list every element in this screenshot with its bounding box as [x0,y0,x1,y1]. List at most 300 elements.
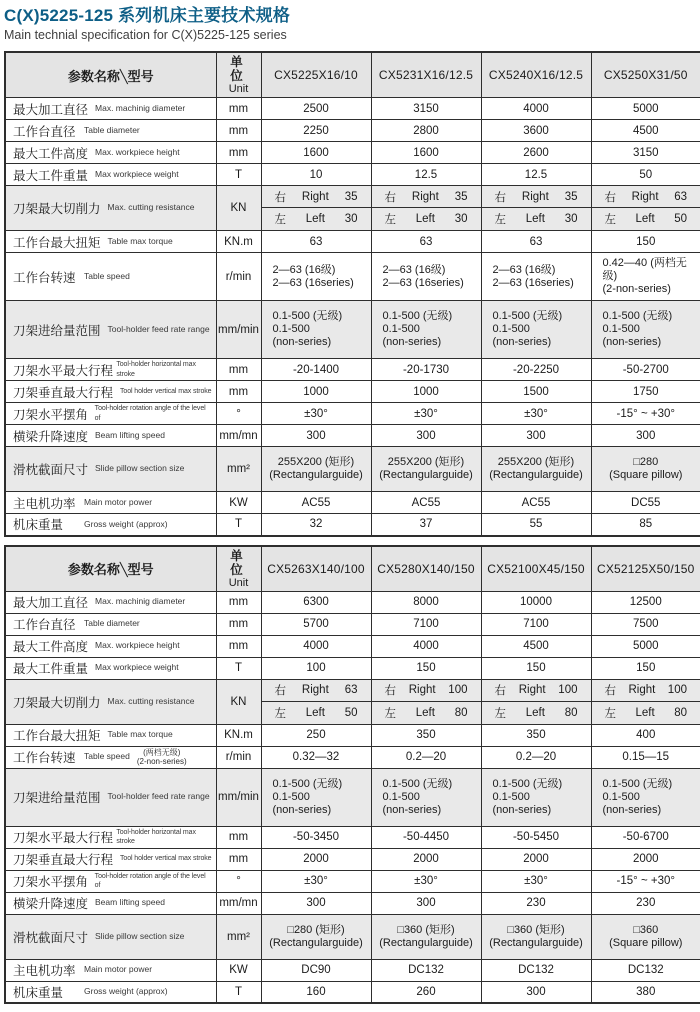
direction-left-en: Left [415,213,435,225]
value-cell: -50-2700 [591,359,700,381]
direction-right-en: Right [411,190,439,203]
value-cell [371,679,481,724]
param-name-cn: 工作台最大扭矩 [13,235,101,250]
value-line: (non-series) [382,336,442,348]
value-cell: 2000 [261,848,371,870]
value-cell: ±30° [261,403,371,425]
direction-left-cn: 左 [384,214,396,226]
value-line: (non-series) [272,803,332,816]
header-row [5,546,700,592]
value-cell: 7100 [481,613,591,635]
value-cell [261,679,371,724]
param-name-cn: 刀架最大切削力 [13,695,101,710]
param-cell [5,425,216,447]
direction-left-en: Left [635,706,655,719]
unit-cell: KN [216,679,261,724]
value-line: 255X200 (矩形) [497,456,575,468]
param-name-cn: 最大工件高度 [13,146,89,161]
unit-cell: mm [216,635,261,657]
param-name-en: Max. machinig diameter [95,102,186,113]
value-cell: 2500 [261,98,371,120]
direction-right-cn: 右 [604,685,616,697]
value-cell: 4500 [591,120,700,142]
value-cell [261,914,371,959]
value-left: 30 [454,213,468,225]
spec-row [5,120,700,142]
value-cell: 0.2—20 [371,746,481,768]
value-cell: 5000 [591,98,700,120]
value-line: 0.1-500 [272,323,310,335]
param-name-cn: 横梁升降速度 [13,897,89,911]
value-cell: 2250 [261,120,371,142]
value-cell: 63 [261,231,371,253]
value-cell [481,914,591,959]
value-cell: 0.15—15 [591,746,700,768]
value-left: 30 [344,213,358,225]
direction-left-cn: 左 [384,707,396,720]
value-line: 2—63 (16级) [272,263,336,276]
value-line: 0.1-500 (无级) [382,777,453,790]
value-line: (non-series) [382,803,442,816]
param-name-cn: 工作台最大扭矩 [13,729,101,743]
unit-cell: ° [216,870,261,892]
param-name-cn: 滑枕截面尺寸 [13,930,89,945]
value-cell: 300 [481,425,591,447]
value-line: (Rectangularguide) [379,469,473,481]
value-cell: 160 [261,981,371,1003]
param-cell [5,142,216,164]
direction-right-en: Right [631,190,659,203]
unit-cell: mm² [216,914,261,959]
param-name-en: Max. workpiece height [95,640,180,651]
unit-cell: mm/min [216,301,261,359]
value-cell: 2000 [371,848,481,870]
value-line: 0.1-500 (无级) [492,310,563,322]
param-cell [5,591,216,613]
param-cell [5,635,216,657]
value-left: 80 [564,706,578,719]
value-cell: 2800 [371,120,481,142]
value-line: □360 (矩形) [507,923,565,936]
value-cell: 250 [261,724,371,746]
param-name-cn: 工作台直径 [13,618,76,632]
direction-left-en: Left [305,706,325,719]
spec-row [5,164,700,186]
value-cell: 3600 [481,120,591,142]
value-cell: 1600 [371,142,481,164]
header-unit-en: Unit [228,83,249,95]
page-subtitle: Main technial specification for C(X)5225-125 series [4,28,287,42]
param-cell [5,403,216,425]
spec-row [5,186,700,231]
unit-cell: mm [216,848,261,870]
param-name-en: Main motor power [84,964,153,975]
param-cell [5,381,216,403]
value-cell: -20-1400 [261,359,371,381]
spec-row [5,826,700,848]
value-cell [481,186,591,231]
spec-row [5,679,700,724]
direction-left-cn: 左 [604,214,616,226]
spec-row [5,981,700,1003]
spec-row [5,657,700,679]
spec-row [5,870,700,892]
value-cell: 85 [591,514,700,536]
value-right: 100 [667,684,687,696]
spec-row [5,403,700,425]
direction-left-en: Left [305,213,325,225]
value-cell: AC55 [371,492,481,514]
value-cell: AC55 [261,492,371,514]
value-line: 0.1-500 [602,790,640,803]
unit-cell: ° [216,403,261,425]
value-cell: 32 [261,514,371,536]
unit-cell: mm [216,613,261,635]
value-cell [261,447,371,492]
param-name-cn: 刀架水平最大行程 [13,363,114,378]
param-name-en: Max. cutting resistance [107,695,195,706]
param-cell [5,253,216,301]
direction-right-en: Right [301,684,329,696]
param-name-en: Table max torque [107,729,173,740]
value-cell: 230 [481,892,591,914]
value-cell: 300 [371,425,481,447]
param-cell [5,613,216,635]
value-cell [371,447,481,492]
spec-row [5,746,700,768]
value-cell: 3150 [371,98,481,120]
value-cell: 1000 [261,381,371,403]
param-name-en: Beam lifting speed [95,897,165,908]
value-line: (Square pillow) [609,936,683,949]
value-cell: 380 [591,981,700,1003]
param-name-en: Max. workpiece height [95,146,180,157]
value-cell [481,301,591,359]
param-name-cn: 最大加工直径 [13,596,89,610]
value-cell: 400 [591,724,700,746]
param-name-cn: 刀架水平摆角 [13,407,89,422]
value-cell: 150 [371,657,481,679]
param-name-en: Max workpiece weight [95,168,179,179]
value-cell: AC55 [481,492,591,514]
param-name-cn: 最大工件重量 [13,168,89,183]
spec-row [5,492,700,514]
value-cell: 6300 [261,591,371,613]
param-name-en: Max workpiece weight [95,662,179,673]
value-cell: 7500 [591,613,700,635]
value-line: 0.1-500 [602,323,640,335]
param-name-cn: 刀架进给量范围 [13,323,101,338]
param-name-en: Slide pillow section size [95,930,185,941]
unit-cell: KW [216,492,261,514]
param-name-cn: 工作台转速 [13,270,76,285]
value-cell: -50-3450 [261,826,371,848]
header-model: CX52125X50/150 [591,546,700,592]
direction-left-en: Left [635,213,655,225]
param-name-cn: 最大工件高度 [13,640,89,654]
spec-table-2 [4,545,700,1005]
unit-cell: mm/mn [216,892,261,914]
value-cell: 7100 [371,613,481,635]
direction-right-en: Right [628,684,656,696]
param-name-cn: 刀架最大切削力 [13,202,101,216]
param-name-en: Tool holder vertical max stroke [120,855,212,863]
value-cell [371,253,481,301]
value-cell [481,679,591,724]
value-line: 0.1-500 (无级) [602,777,673,790]
param-name-en: Tool-holder rotation angle of the level of [94,872,206,889]
header-model: CX5225X16/10 [261,52,371,98]
value-line: 0.1-500 [492,790,530,803]
value-cell: 150 [591,231,700,253]
value-line: (non-series) [602,336,662,348]
unit-cell: mm [216,826,261,848]
value-cell: 4000 [371,635,481,657]
value-cell: 37 [371,514,481,536]
unit-cell: mm [216,591,261,613]
header-unit-cn: 单 位 [230,55,247,83]
value-cell: DC132 [591,959,700,981]
value-line: (non-series) [602,803,662,816]
value-cell [371,914,481,959]
param-name-en: Table diameter [84,618,140,629]
direction-left-cn: 左 [494,707,506,720]
unit-cell: r/min [216,746,261,768]
param-name-cn: 刀架垂直最大行程 [13,853,114,867]
value-line: 0.1-500 (无级) [602,310,673,322]
unit-cell: mm [216,142,261,164]
value-cell: 2600 [481,142,591,164]
value-cell [591,253,700,301]
value-left: 80 [454,706,468,719]
value-cell: ±30° [481,870,591,892]
header-model: CX5240X16/12.5 [481,52,591,98]
value-line: (non-series) [492,336,552,348]
value-left: 50 [674,213,687,225]
value-cell [591,914,700,959]
value-line: 0.1-500 [382,790,420,803]
value-line: 2—63 (16级) [492,263,556,276]
value-cell: -50-5450 [481,826,591,848]
spec-row [5,98,700,120]
spec-row [5,959,700,981]
value-line: 2—63 (16series) [272,276,354,289]
value-left: 80 [674,706,687,719]
value-cell: 100 [261,657,371,679]
value-cell: 1000 [371,381,481,403]
value-cell [261,186,371,231]
unit-cell: KN.m [216,231,261,253]
param-cell [5,746,216,768]
value-cell: 63 [481,231,591,253]
value-cell: 12.5 [371,164,481,186]
value-cell: 3150 [591,142,700,164]
value-left: 50 [344,706,358,719]
value-cell: -50-4450 [371,826,481,848]
unit-cell: T [216,164,261,186]
direction-left-cn: 左 [494,214,506,226]
direction-left-cn: 左 [274,707,286,720]
value-line: (non-series) [492,803,552,816]
spec-row [5,613,700,635]
value-line: (2-non-series) [602,283,671,295]
value-left: 30 [564,213,578,225]
value-cell [591,768,700,826]
value-line: 0.1-500 [492,323,530,335]
unit-cell: KN.m [216,724,261,746]
value-cell: 1750 [591,381,700,403]
param-cell [5,231,216,253]
param-name-en: Tool holder vertical max stroke [120,387,212,395]
param-name-en: Table speed [84,270,130,281]
value-cell [591,447,700,492]
value-cell [371,301,481,359]
header-unit-en: Unit [228,576,249,589]
value-cell: -50-6700 [591,826,700,848]
param-cell [5,301,216,359]
param-name-cn: 机床重量 [13,985,64,1000]
direction-right-cn: 右 [384,191,396,204]
unit-cell: mm [216,98,261,120]
param-name-cn: 横梁升降速度 [13,429,89,444]
header-model: CX5280X140/150 [371,546,481,592]
unit-cell: mm [216,381,261,403]
value-line: 0.1-500 (无级) [272,310,343,322]
param-name-en: Tool-holder horizontal max stroke [116,361,196,378]
value-line: 0.42—40 (两档无级) [602,257,687,282]
value-cell: 1600 [261,142,371,164]
param-name-en: Table max torque [107,235,173,246]
param-cell [5,679,216,724]
value-line: (Rectangularguide) [489,936,583,949]
header-unit [216,52,261,98]
value-cell: 8000 [371,591,481,613]
spec-row [5,381,700,403]
param-name-en: Tool-holder feed rate range [107,791,210,802]
param-name-cn: 刀架水平最大行程 [13,831,114,845]
param-name-en: Tool-holder feed rate range [107,323,210,334]
value-line: (Rectangularguide) [269,936,363,949]
spec-tables [2,51,698,1004]
value-cell: 1500 [481,381,591,403]
value-cell: -15° ~ +30° [591,403,700,425]
value-cell: 0.32—32 [261,746,371,768]
param-cell [5,120,216,142]
value-line: 255X200 (矩形) [277,456,355,468]
value-cell: 150 [481,657,591,679]
direction-right-cn: 右 [274,191,286,204]
unit-cell: r/min [216,253,261,301]
spec-row [5,253,700,301]
value-line: □280 [633,456,659,468]
value-cell: 50 [591,164,700,186]
param-name-en: Gross weight (approx) [84,986,168,996]
param-cell [5,447,216,492]
unit-cell: mm [216,120,261,142]
value-line: □360 (矩形) [397,923,455,936]
value-cell: 350 [371,724,481,746]
header-model: CX52100X45/150 [481,546,591,592]
spec-row [5,914,700,959]
value-cell: 10 [261,164,371,186]
value-cell: DC55 [591,492,700,514]
value-line: (non-series) [272,336,332,348]
param-name-en: Table diameter [84,124,140,135]
param-cell [5,98,216,120]
value-cell: DC132 [481,959,591,981]
param-name-en: Max. cutting resistance [107,202,195,213]
direction-left-en: Left [525,706,545,719]
header-model: CX5250X31/50 [591,52,700,98]
param-cell [5,514,216,536]
value-cell: 4000 [481,98,591,120]
direction-left-cn: 左 [274,214,286,226]
param-name-cn: 刀架进给量范围 [13,791,101,805]
value-line: (Rectangularguide) [269,469,363,481]
value-line: (Rectangularguide) [379,936,473,949]
param-name-cn: 刀架水平摆角 [13,875,89,889]
value-line: 255X200 (矩形) [387,456,465,468]
spec-table-1 [4,51,700,537]
page-title: C(X)5225-125 系列机床主要技术规格 [4,6,291,25]
value-cell: 5700 [261,613,371,635]
param-cell [5,892,216,914]
param-cell [5,870,216,892]
spec-row [5,359,700,381]
spec-row [5,892,700,914]
param-name-cn: 滑枕截面尺寸 [13,463,89,477]
param-name-en: Max. machinig diameter [95,596,186,607]
value-line: □280 (矩形) [287,923,345,936]
spec-row [5,635,700,657]
header-row [5,52,700,98]
value-cell: ±30° [371,870,481,892]
value-cell: 300 [261,892,371,914]
value-line: 0.1-500 [272,790,310,803]
param-name-cn: 最大工件重量 [13,662,89,676]
param-name-en: Slide pillow section size [95,463,185,474]
value-cell: 5000 [591,635,700,657]
param-extra-note: (两档无级) (2-non-series) [136,748,187,766]
direction-right-cn: 右 [494,191,506,204]
value-line: 0.1-500 (无级) [272,777,343,790]
header-unit [216,546,261,592]
value-right: 35 [454,190,468,203]
param-name-cn: 机床重量 [13,518,64,533]
value-cell: DC132 [371,959,481,981]
param-name-en: Beam lifting speed [95,429,165,440]
header-model: CX5263X140/100 [261,546,371,592]
unit-cell: KN [216,186,261,231]
spec-row [5,301,700,359]
param-cell [5,724,216,746]
direction-left-en: Left [415,706,435,719]
value-line: (Rectangularguide) [489,469,583,481]
value-cell [591,679,700,724]
value-cell [591,186,700,231]
param-cell [5,826,216,848]
value-cell: -20-2250 [481,359,591,381]
value-cell: ±30° [481,403,591,425]
spec-row [5,514,700,536]
spec-row [5,724,700,746]
direction-left-en: Left [525,213,545,225]
param-cell [5,186,216,231]
param-name-cn: 主电机功率 [13,964,76,978]
value-cell: 300 [371,892,481,914]
value-cell: 300 [591,425,700,447]
value-right: 63 [674,190,687,203]
